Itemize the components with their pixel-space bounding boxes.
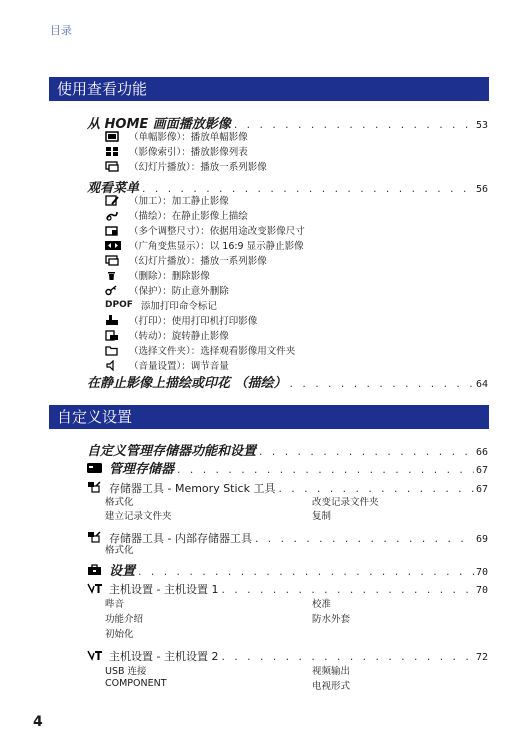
leader-dots — [254, 535, 474, 545]
slideshow-icon — [105, 255, 119, 266]
toc-entry-ms-tool[interactable] — [87, 477, 488, 496]
toc-label: 存储器工具 - Memory Stick 工具 — [109, 482, 276, 495]
ms-item-create-folder: 建立记录文件夹 — [105, 511, 172, 522]
toolbox-icon — [87, 561, 103, 573]
toc-page: 67 — [475, 484, 488, 495]
toc-label: 自定义管理存储器功能和设置 — [87, 444, 257, 459]
single-image-icon — [105, 131, 119, 142]
storage-tool-icon — [87, 478, 103, 490]
toc-entry-main-settings-1[interactable] — [87, 578, 488, 597]
storage-tool-icon — [87, 528, 103, 540]
ms-item-copy: 复制 — [312, 511, 332, 522]
section-title-custom: 自定义设置 — [49, 405, 489, 429]
leader-dots — [233, 121, 474, 131]
sub-entry-multi-resize: （多个调整尺寸）：依据用途改变影像尺寸 — [105, 223, 305, 237]
sub-entry-select-folder: （选择文件夹）：选择观看影像用文件夹 — [105, 343, 295, 357]
toc-entry-manage-storage[interactable] — [87, 458, 488, 477]
main2-item-tv-type: 电视形式 — [312, 681, 351, 692]
toc-page: 64 — [475, 379, 488, 390]
ms-item-change-folder: 改变记录文件夹 — [312, 497, 379, 508]
wide-zoom-icon — [105, 240, 119, 251]
main1-item-initialize: 初始化 — [105, 629, 134, 640]
sub-entry-rotate: （转动）：旋转静止影像 — [105, 328, 229, 342]
multi-resize-icon — [105, 225, 119, 236]
breadcrumb[interactable]: 目录 — [50, 24, 72, 37]
toc-label: 从 HOME 画面播放影像 — [87, 117, 231, 132]
dpof-mark: DPOF — [105, 300, 133, 310]
leader-dots — [220, 653, 473, 663]
ms-item-format: 格式化 — [105, 497, 134, 508]
paint-brush-icon — [105, 210, 119, 221]
sub-entry-slideshow-2: （幻灯片播放）：播放一系列影像 — [105, 253, 267, 267]
toc-label: 主机设置 - 主机设置 2 — [109, 650, 219, 663]
main1-item-waterproof-case: 防水外套 — [312, 614, 351, 625]
sub-entry-dpof: DPOF 添加打印命令标记 — [105, 300, 217, 312]
section-title-viewing: 使用查看功能 — [49, 77, 489, 101]
camera-settings-icon — [87, 646, 103, 658]
sub-entry-volume: （音量设置）：调节音量 — [105, 358, 229, 372]
toc-label: 存储器工具 - 内部存储器工具 — [109, 532, 252, 545]
camera-settings-icon — [87, 579, 103, 591]
toc-entry-main-settings-2[interactable] — [87, 645, 488, 664]
toc-label: 在静止影像上描绘或印花 （描绘） — [87, 376, 287, 391]
retouch-icon — [105, 195, 119, 206]
main2-item-component: COMPONENT — [105, 678, 167, 689]
sub-entry-paint: （描绘）：在静止影像上描绘 — [105, 208, 248, 222]
sub-entry-print: （打印）：使用打印机打印影像 — [105, 313, 257, 327]
toc-label: 管理存储器 — [109, 462, 175, 477]
toc-page: 70 — [475, 585, 488, 596]
sub-entry-image-index: （影像索引）：播放影像列表 — [105, 144, 248, 158]
leader-dots — [289, 380, 474, 390]
index-grid-icon — [105, 146, 119, 157]
main2-item-usb: USB 连接 — [105, 666, 147, 677]
main1-item-beep: 哔音 — [105, 599, 125, 610]
toc-page: 70 — [475, 567, 488, 578]
sub-entry-delete: （删除）：删除影像 — [105, 268, 210, 282]
toc-page: 66 — [475, 447, 488, 458]
leader-dots — [137, 568, 474, 578]
toc-label: 主机设置 - 主机设置 1 — [109, 583, 219, 596]
sub-entry-protect: （保护）：防止意外删除 — [105, 283, 229, 297]
toc-page: 56 — [475, 184, 488, 195]
main1-item-function-guide: 功能介绍 — [105, 614, 144, 625]
toc-label: 设置 — [109, 564, 136, 579]
sub-entry-wide-zoom: （广角变焦显示）：以 16:9 显示静止影像 — [105, 238, 304, 252]
printer-icon — [105, 315, 119, 326]
speaker-icon — [105, 360, 119, 371]
toc-page: 67 — [475, 465, 488, 476]
internal-item-format: 格式化 — [105, 545, 134, 556]
leader-dots — [220, 586, 473, 596]
key-icon — [105, 285, 119, 296]
toc-entry-internal-tool[interactable] — [87, 527, 488, 546]
toc-entry-draw[interactable] — [87, 372, 488, 391]
main2-item-video-out: 视频输出 — [312, 666, 351, 677]
toc-label: 观看菜单 — [87, 181, 140, 196]
toc-entry-custom-storage[interactable] — [87, 440, 488, 459]
toc-entry-settings[interactable] — [87, 560, 488, 579]
memory-card-icon — [87, 459, 103, 471]
leader-dots — [176, 466, 474, 476]
toc-page: 53 — [475, 120, 488, 131]
slideshow-icon — [105, 161, 119, 172]
sub-entry-slideshow: （幻灯片播放）：播放一系列影像 — [105, 159, 267, 173]
toc-page: 72 — [475, 652, 488, 663]
rotate-icon — [105, 330, 119, 341]
sub-entry-retouch: （加工）：加工静止影像 — [105, 193, 229, 207]
folder-icon — [105, 345, 119, 356]
toc-page: 69 — [475, 534, 488, 545]
main1-item-calibration: 校准 — [312, 599, 332, 610]
sub-entry-single-image: （单幅影像）：播放单幅影像 — [105, 129, 248, 143]
leader-dots — [258, 448, 474, 458]
page-number: 4 — [33, 714, 43, 730]
trash-icon — [105, 270, 119, 281]
